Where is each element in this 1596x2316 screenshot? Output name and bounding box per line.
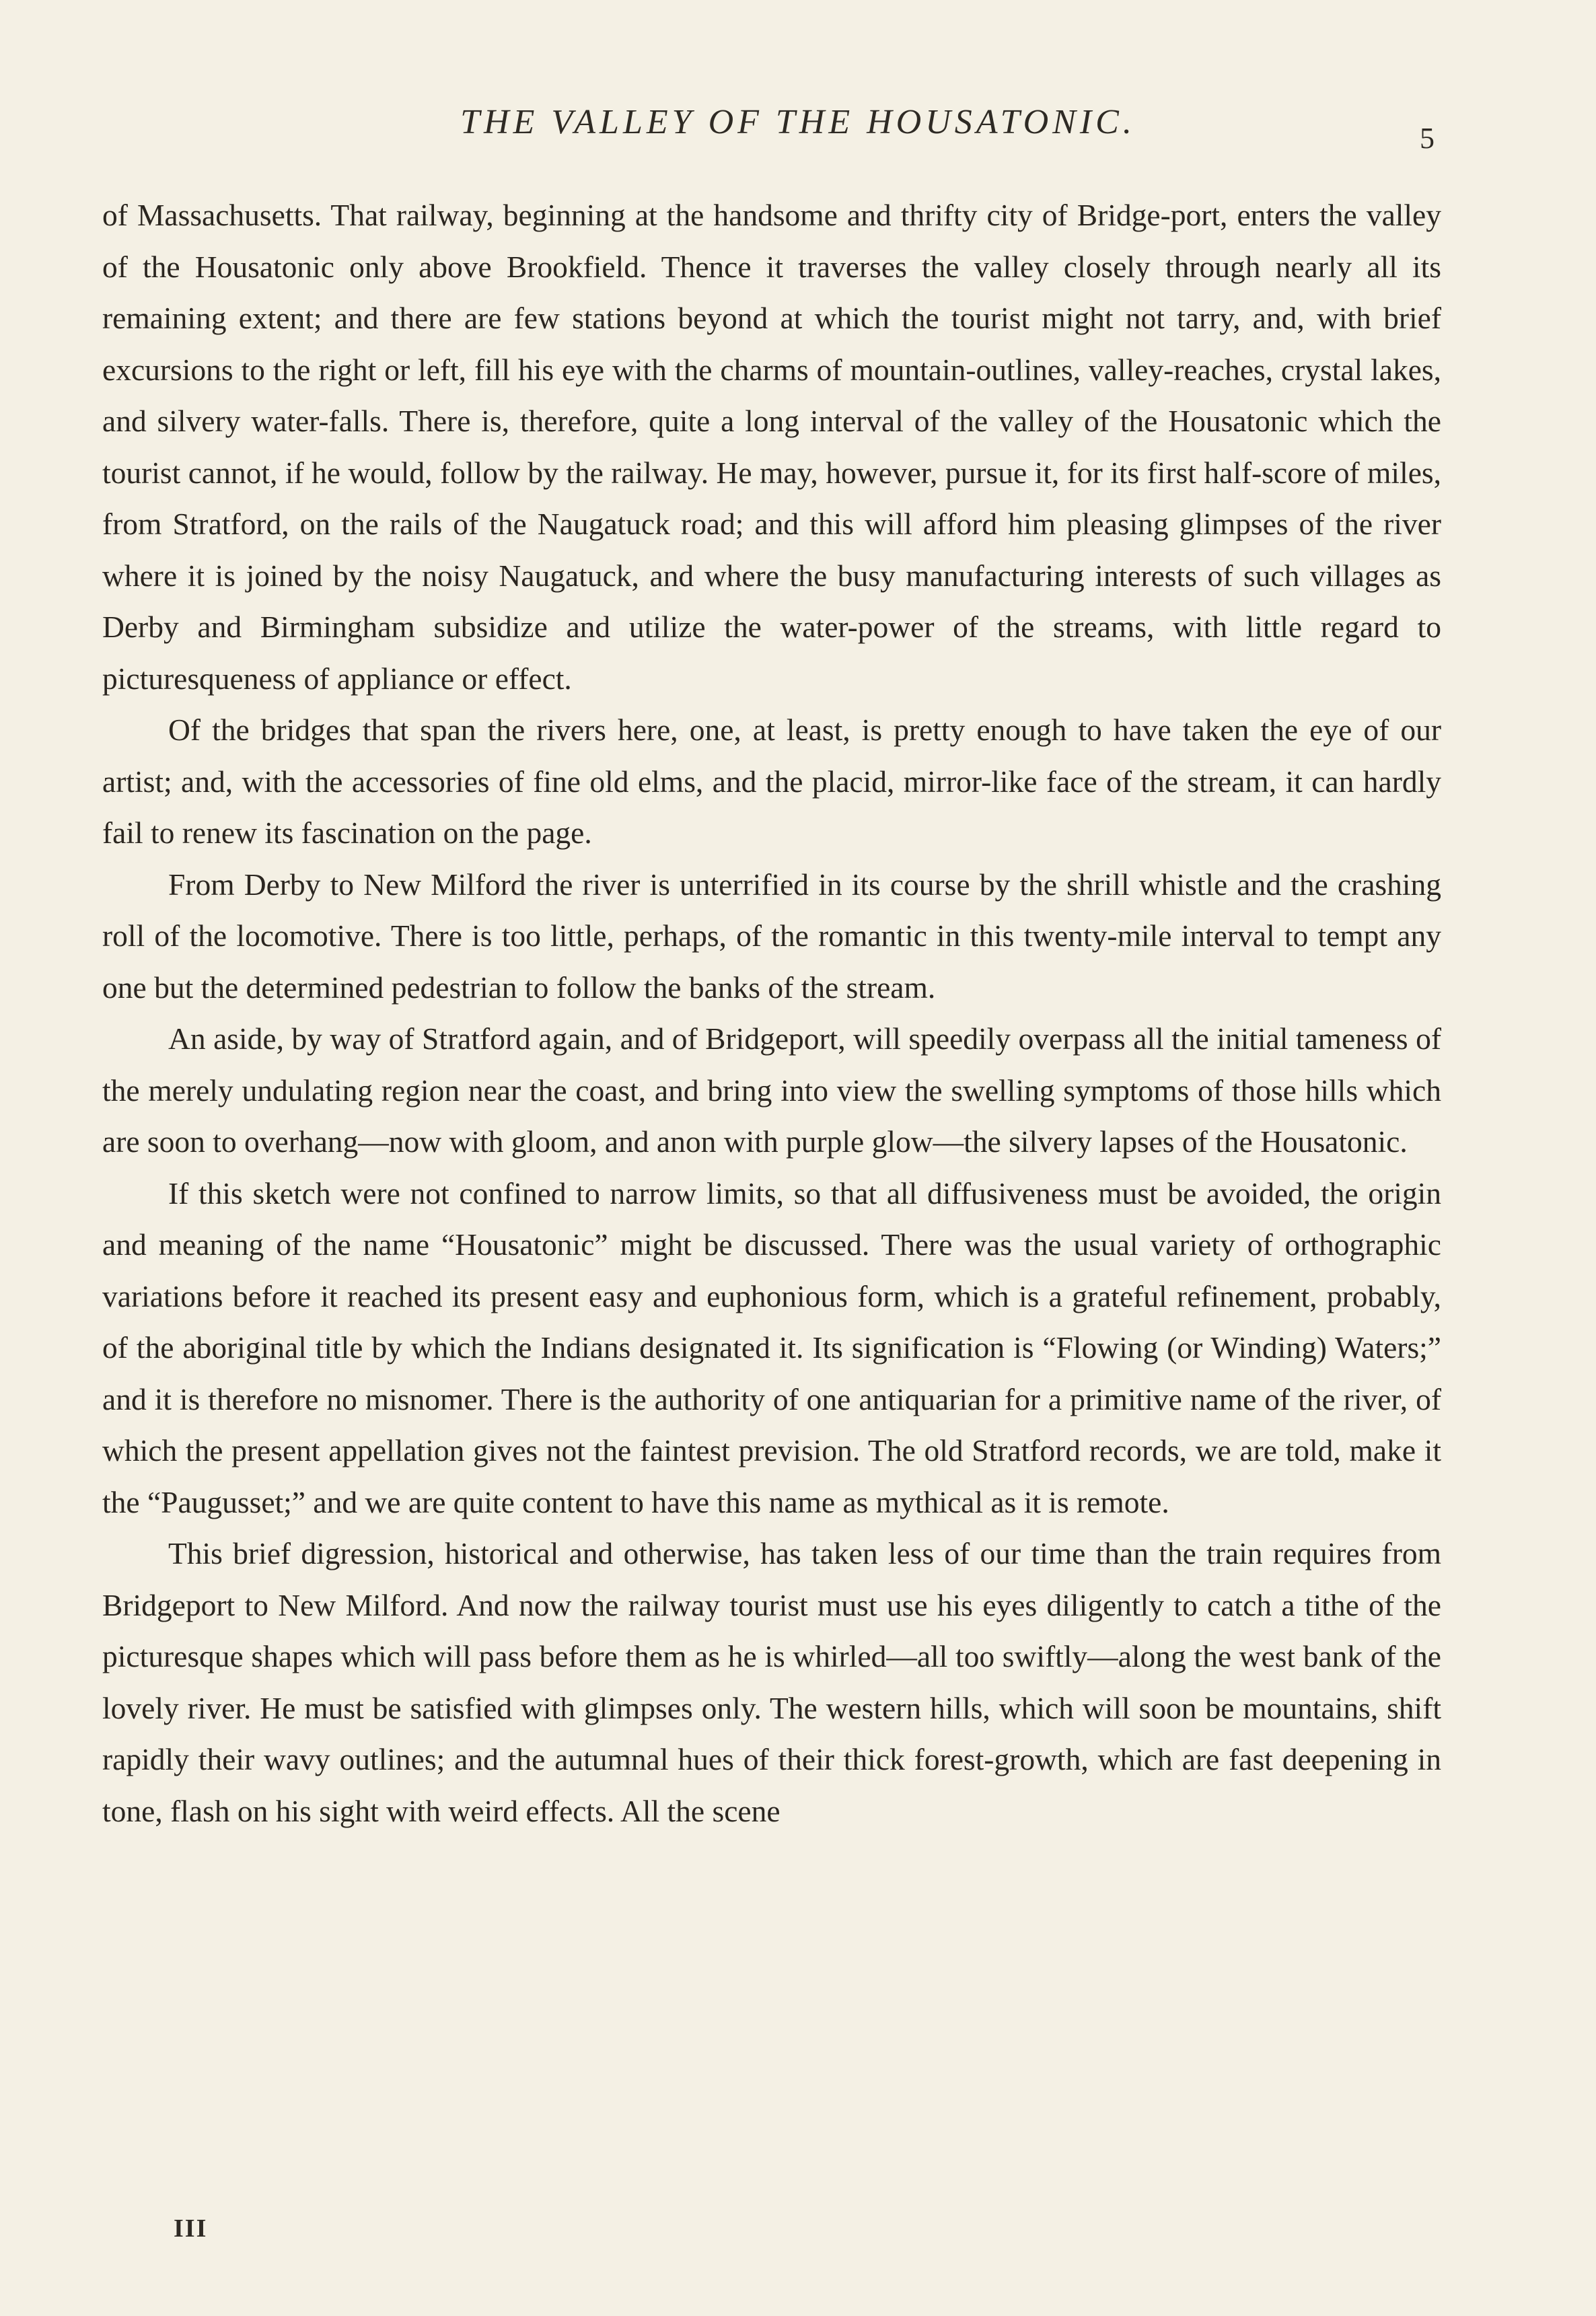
paragraph-1: of Massachusetts. That railway, beginning at the handsome and thrifty city of Bridge-port, enters the valley of the Housatonic only above Brookfield. Thence it traverses the valley closely through nearly all its remaining extent; and there are few stations beyond at which the tourist might not tarry, and, with brief excursions to the right or left, fill his eye with the charms of mountain-outlines, valley-reaches, crystal lakes, and silvery water-falls. There is, therefore, quite a long interval of the valley of the Housatonic which the tourist cannot, if he would, follow by the railway. He may, however, pursue it, for its first half-score of miles, from Stratford, on the rails of the Naugatuck road; and this will afford him pleasing glimpses of the river where it is joined by the noisy Naugatuck, and where the busy manufacturing interests of such villages as Derby and Birmingham subsidize and utilize the water-power of the streams, with little regard to picturesqueness of appliance or effect.: [102, 198, 1441, 696]
paragraph-5: If this sketch were not confined to narrow limits, so that all diffusiveness must be avoided, the origin and meaning of the name “Housatonic” might be discussed. There was the usual variety of orthographic variations before it reached its present easy and euphonious form, which is a grateful refinement, probably, of the aboriginal title by which the Indians designated it. Its signification is “Flowing (or Winding) Waters;” and it is therefore no misnomer. There is the authority of one antiquarian for a primitive name of the river, of which the present appellation gives not the faintest prevision. The old Stratford records, we are told, make it the “Paugusset;” and we are quite content to have this name as mythical as it is remote.: [102, 1175, 1441, 1519]
page-number: 5: [1420, 122, 1435, 155]
paragraph-4: An aside, by way of Stratford again, and of Bridgeport, will speedily overpass all the initial tameness of the merely undulating region near the coast, and bring into view the swelling symptoms of those hills which are soon to overhang—now with gloom, and anon with purple glow—the silvery lapses of the Housatonic.: [102, 1021, 1441, 1159]
paragraph-6: This brief digression, historical and otherwise, has taken less of our time than the train requires from Bridgeport to New Milford. And now the railway tourist must use his eyes diligently to catch a tithe of the picturesque shapes which will pass before them as he is whirled—all too swiftly—along the west bank of the lovely river. He must be satisfied with glimpses only. The western hills, which will soon be mountains, shift rapidly their wavy outlines; and the autumnal hues of their thick forest-growth, which are fast deepening in tone, flash on his sight with weird effects. All the scene: [102, 1536, 1441, 1828]
body-text: [102, 190, 1441, 1837]
running-head-title: THE VALLEY OF THE HOUSATONIC.: [460, 103, 1136, 141]
signature-mark: III: [174, 2214, 208, 2243]
paragraph-3: From Derby to New Milford the river is unterrified in its course by the shrill whistle and the crashing roll of the locomotive. There is too little, perhaps, of the romantic in this twenty-mile interval to tempt any one but the determined pedestrian to follow the banks of the stream.: [102, 867, 1441, 1005]
paragraph-2: Of the bridges that span the rivers here, one, at least, is pretty enough to have taken the eye of our artist; and, with the accessories of fine old elms, and the placid, mirror-like face of the stream, it can hardly fail to renew its fascination on the page.: [102, 713, 1441, 850]
